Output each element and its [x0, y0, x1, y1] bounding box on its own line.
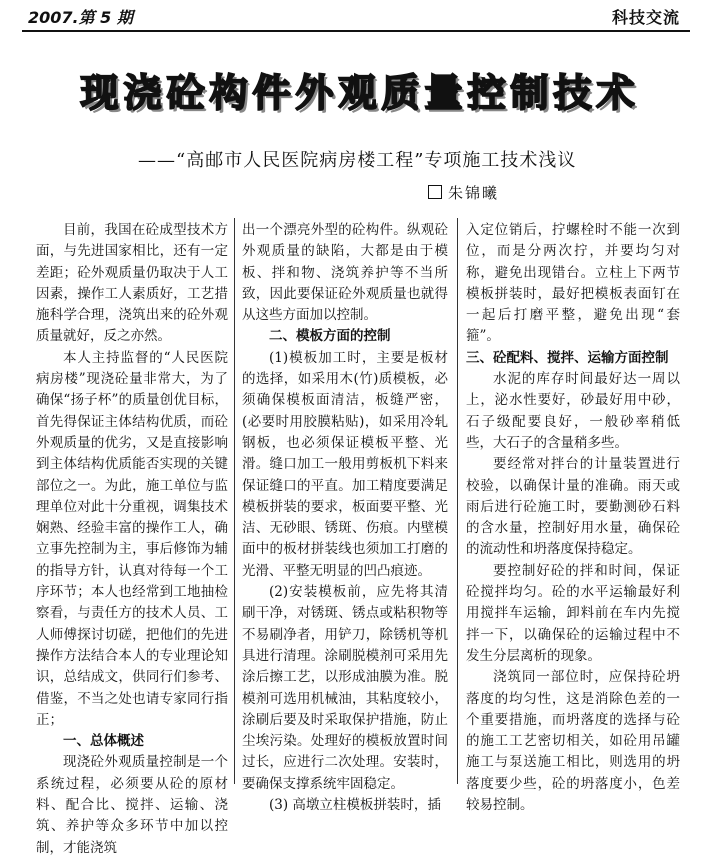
paragraph: 要控制好砼的拌和时间，保证砼搅拌均匀。砼的水平运输最好利用搅拌车运输，卸料前在车内先搅拌一下，以确保砼的运输过程中不发生分层离析的现象。 — [466, 562, 680, 664]
section-heading: 二、模板方面的控制 — [269, 328, 391, 345]
text-column-3 — [466, 220, 680, 816]
article-title: 现浇砼构件外观质量控制技术 — [80, 71, 640, 115]
text-column-2 — [242, 220, 448, 816]
section-heading: 一、总体概述 — [63, 733, 144, 750]
paragraph: 现浇砼外观质量控制是一个系统过程，必须要从砼的原材料、配合比、搅拌、运输、浇筑、养护等众多环节中加以控制，才能浇筑 — [36, 754, 228, 856]
paragraph: 出一个漂亮外型的砼构件。纵观砼外观质量的缺陷，大都是由于模板、拌和物、浇筑养护等不当所致，因此要保证砼外观质量也就得从这些方面加以控制。 — [242, 222, 448, 324]
column-divider — [234, 218, 235, 784]
paragraph: 本人主持监督的“人民医院病房楼”现浇砼量非常大，为了确保“扬子杯”的质量创优目标，首先得保证主体结构优质，而砼外观质量的优劣，又是直接影响到主体结构优质能否实现的关键部位之一。为此，施工单位与监理单位对此十分重视，调集技术娴熟、经验丰富的操作工人，确立事先控制为主，事后修饰为辅的指导方针，认真对待每一个工序环节；本人也经常到工地抽检察看，与责任方的技术人员、工人师傅探讨切磋，把他们的先进操作方法结合本人的专业理论知识，总结成文，供同行们参考、借鉴，不当之处也请专家同行指正； — [36, 349, 228, 728]
section-heading: 三、砼配料、搅拌、运输方面控制 — [466, 349, 669, 366]
header-rule — [22, 30, 690, 32]
text-column-1 — [36, 220, 228, 859]
author-name: 朱锦曦 — [448, 184, 500, 202]
paragraph: 要经常对拌台的计量装置进行校验，以确保计量的准确。雨天或雨后进行砼施工时，要勤测砂石料的含水量，控制好用水量，确保砼的流动性和坍落度保持稳定。 — [466, 456, 680, 558]
author-box-icon — [428, 185, 442, 199]
issue-number: 2007.第 5 期 — [28, 8, 133, 27]
paragraph: 水泥的库存时间最好达一周以上，泌水性要好，砂最好用中砂，石子级配要良好，一般砂率稍低些，大石子的含量稍多些。 — [466, 371, 680, 451]
author-line — [428, 182, 499, 203]
section-name: 科技交流 — [611, 8, 680, 27]
page-header — [0, 0, 720, 36]
paragraph: (3) 高墩立柱模板拼装时，插 — [269, 797, 441, 814]
paragraph: 入定位销后，拧螺栓时不能一次到位，而是分两次拧，并要均匀对称，避免出现错台。立柱上下两节模板拼装时，最好把模板表面钉在一起后打磨平整，避免出现“套箍”。 — [466, 222, 680, 345]
paragraph: 浇筑同一部位时，应保持砼坍落度的均匀性，这是消除色差的一个重要措施，而坍落度的选择与砼的施工工艺密切相关，如砼用吊罐施工与泵送施工相比，则选用的坍落度要少些，砼的坍落度小，色差较易控制。 — [466, 669, 680, 814]
article-subtitle: ——“高邮市人民医院病房楼工程”专项施工技术浅议 — [138, 150, 577, 171]
paragraph: 目前，我国在砼成型技术方面，与先进国家相比，还有一定差距；砼外观质量仍取决于人工因素，操作工人素质好，工艺措施科学合理，浇筑出来的砼外观质量就好，反之亦然。 — [36, 222, 228, 345]
column-divider — [457, 218, 458, 784]
paragraph: (1)模板加工时，主要是板材的选择，如采用木(竹)质模板，必须确保模板面清洁，板缝严密，(必要时用胶膜粘贴)，如采用冷轧钢板，也必须保证模板平整、光滑。缝口加工一般用剪板机下料来保证缝口的平直。加工精度要满足模板拼装的要求，板面要平整、光洁、无砂眼、锈斑、伤痕。内壁模面中的板材拼装线也须加工打磨的光滑、平整无明显的凹凸痕迹。 — [242, 349, 448, 579]
paragraph: (2)安装模板前，应先将其清刷干净，对锈斑、锈点或粘积物等不易刷净者，用铲刀，除锈机等机具进行清理。涂刷脱模剂可采用先涂后擦工艺，以形成油膜为准。脱模剂可选用机械油，其粘度较小，涂刷后要及时采取保护措施，防止尘埃污染。处理好的模板放置时间过长，应进行二次处理。安装时，要确保支撑系统牢固稳定。 — [242, 584, 448, 792]
